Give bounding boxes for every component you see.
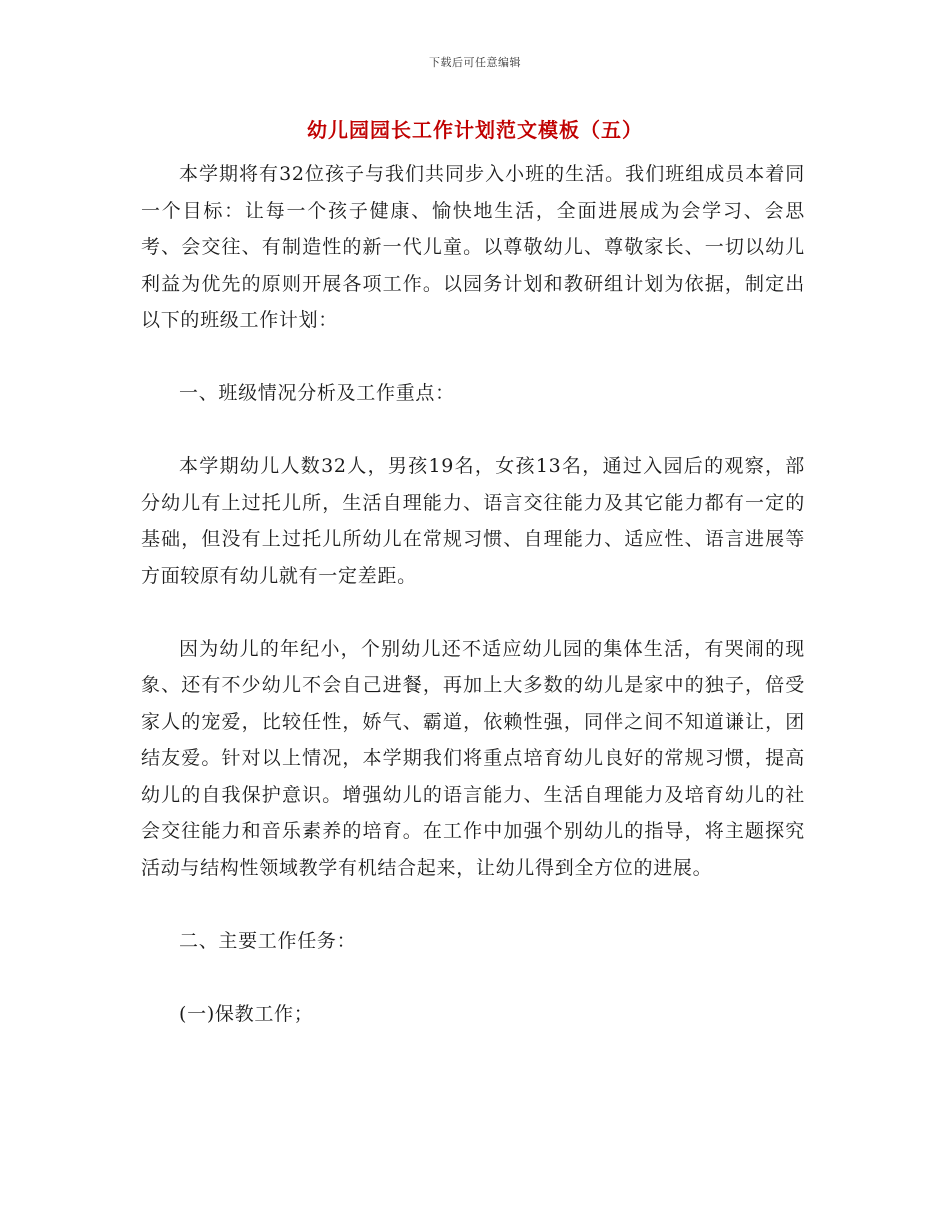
paragraph-focus: 因为幼儿的年纪小，个别幼儿还不适应幼儿园的集体生活，有哭闹的现象、还有不少幼儿不会自己进餐，再加上大多数的幼儿是家中的独子，倍受家人的宠爱，比较任性，娇气、霸道，依赖性强，同伴之间不知道谦让，团结友爱。针对以上情况，本学期我们将重点培育幼儿良好的常规习惯，提高幼儿的自我保护意识。增强幼儿的语言能力、生活自理能力及培育幼儿的社会交往能力和音乐素养的培育。在工作中加强个别幼儿的指导，将主题探究活动与结构性领域教学有机结合起来，让幼儿得到全方位的进展。 bbox=[141, 637, 805, 879]
document-body bbox=[141, 156, 805, 1032]
paragraph-gap bbox=[141, 959, 805, 996]
paragraph-gap bbox=[141, 339, 805, 376]
paragraph-class-stats: 本学期幼儿人数32人，男孩19名，女孩13名，通过入园后的观察，部分幼儿有上过托儿所，生活自理能力、语言交往能力及其它能力都有一定的基础，但没有上过托儿所幼儿在常规习惯、自理能力、适应性、语言进展等方面较原有幼儿就有一定差距。 bbox=[141, 455, 805, 587]
paragraph-intro: 本学期将有32位孩子与我们共同步入小班的生活。我们班组成员本着同一个目标：让每一个孩子健康、愉快地生活，全面进展成为会学习、会思考、会交往、有制造性的新一代儿童。以尊敬幼儿、尊敬家长、一切以幼儿利益为优先的原则开展各项工作。以园务计划和教研组计划为依据，制定出以下的班级工作计划： bbox=[141, 163, 805, 331]
document-title: 幼儿园园长工作计划范文模板（五） bbox=[307, 118, 643, 142]
subsection-heading-care-education: (一)保教工作； bbox=[179, 1002, 314, 1025]
paragraph-gap bbox=[141, 412, 805, 449]
paragraph-gap bbox=[141, 594, 805, 631]
header-note: 下载后可任意编辑 bbox=[429, 56, 521, 69]
section-heading-class-analysis: 一、班级情况分析及工作重点： bbox=[179, 382, 455, 404]
paragraph-gap bbox=[141, 886, 805, 923]
section-heading-main-tasks: 二、主要工作任务： bbox=[179, 929, 357, 952]
